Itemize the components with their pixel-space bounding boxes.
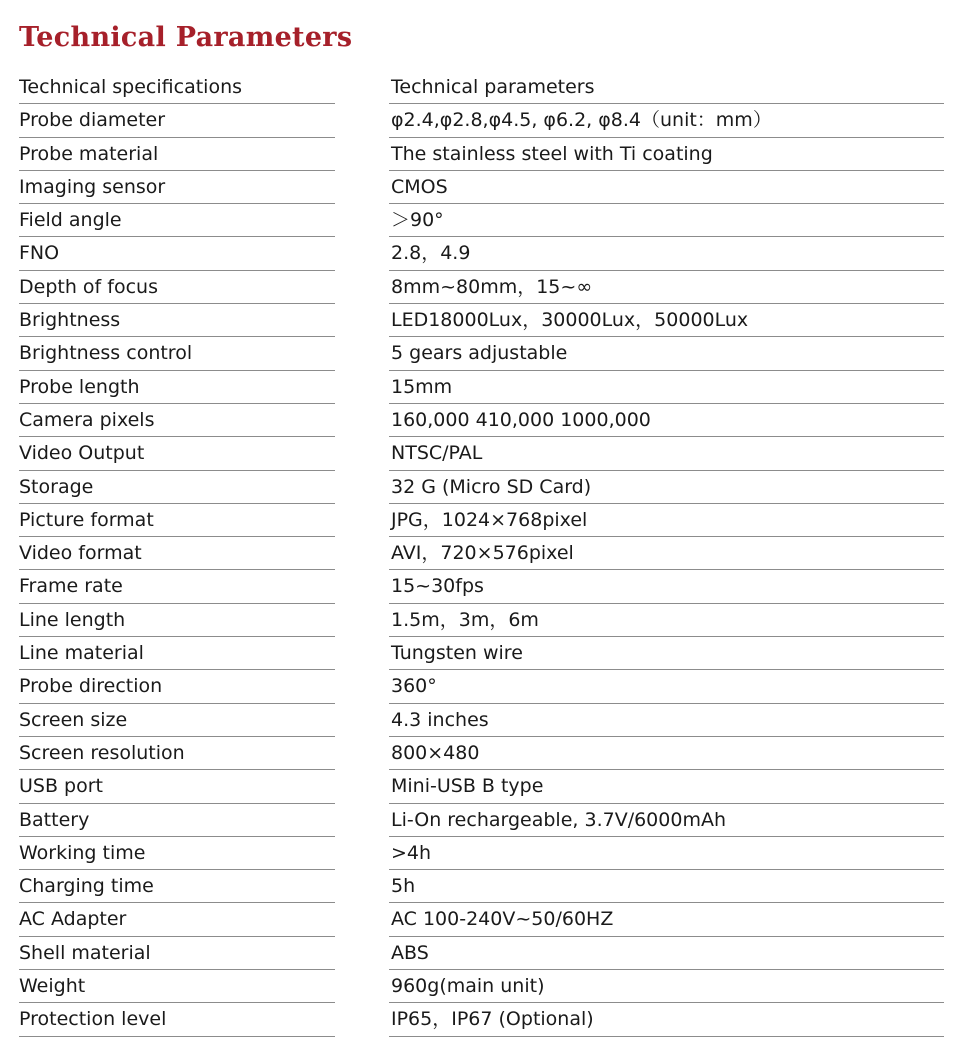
table-row <box>19 604 944 637</box>
spec-name: Brightness control <box>19 337 335 370</box>
table-row <box>19 504 944 537</box>
spec-name: Picture format <box>19 504 335 537</box>
spec-value: 160,000 410,000 1000,000 <box>389 404 944 437</box>
spec-name: Frame rate <box>19 570 335 603</box>
table-row <box>19 970 944 1003</box>
table-row <box>19 138 944 171</box>
spec-value: 32 G (Micro SD Card) <box>389 471 944 504</box>
table-row <box>19 937 944 970</box>
spec-name: AC Adapter <box>19 903 335 936</box>
spec-table <box>19 71 944 1037</box>
spec-value: NTSC/PAL <box>389 437 944 470</box>
table-row <box>19 537 944 570</box>
spec-value: 960g(main unit) <box>389 970 944 1003</box>
spec-name: Field angle <box>19 204 335 237</box>
header-spec-label: Technical specifications <box>19 71 335 104</box>
spec-name: Storage <box>19 471 335 504</box>
spec-name: Imaging sensor <box>19 171 335 204</box>
spec-name: Video format <box>19 537 335 570</box>
spec-name: Brightness <box>19 304 335 337</box>
header-value-label: Technical parameters <box>389 71 944 104</box>
spec-value: LED18000Lux，30000Lux，50000Lux <box>389 304 944 337</box>
spec-name: Probe direction <box>19 670 335 703</box>
spec-value: 4.3 inches <box>389 704 944 737</box>
spec-name: Screen resolution <box>19 737 335 770</box>
table-row <box>19 704 944 737</box>
spec-name: Probe length <box>19 371 335 404</box>
spec-name: Weight <box>19 970 335 1003</box>
spec-value: Li-On rechargeable, 3.7V/6000mAh <box>389 804 944 837</box>
spec-value: 1.5m，3m，6m <box>389 604 944 637</box>
spec-value: ABS <box>389 937 944 970</box>
table-row <box>19 670 944 703</box>
table-row <box>19 770 944 803</box>
spec-value: >4h <box>389 837 944 870</box>
table-row <box>19 404 944 437</box>
table-row <box>19 371 944 404</box>
spec-name: Protection level <box>19 1003 335 1036</box>
table-row <box>19 104 944 137</box>
spec-name: Video Output <box>19 437 335 470</box>
spec-name: Charging time <box>19 870 335 903</box>
table-row <box>19 237 944 270</box>
table-row <box>19 471 944 504</box>
spec-name: Battery <box>19 804 335 837</box>
table-row <box>19 870 944 903</box>
table-row <box>19 171 944 204</box>
table-body <box>19 104 944 1036</box>
table-row <box>19 337 944 370</box>
spec-value: 2.8，4.9 <box>389 237 944 270</box>
table-row <box>19 271 944 304</box>
spec-name: Working time <box>19 837 335 870</box>
spec-value: φ2.4,φ2.8,φ4.5, φ6.2, φ8.4（unit：mm） <box>389 104 944 137</box>
spec-value: IP65，IP67 (Optional) <box>389 1003 944 1036</box>
spec-value: CMOS <box>389 171 944 204</box>
table-row <box>19 804 944 837</box>
table-row <box>19 204 944 237</box>
spec-value: 15~30fps <box>389 570 944 603</box>
table-row <box>19 437 944 470</box>
spec-value: Mini-USB B type <box>389 770 944 803</box>
spec-name: Probe material <box>19 138 335 171</box>
table-row <box>19 837 944 870</box>
page-title: Technical Parameters <box>19 22 353 53</box>
spec-name: Line material <box>19 637 335 670</box>
table-row <box>19 304 944 337</box>
spec-value: 5h <box>389 870 944 903</box>
spec-name: Shell material <box>19 937 335 970</box>
spec-value: ＞90° <box>389 204 944 237</box>
spec-name: Depth of focus <box>19 271 335 304</box>
table-row <box>19 570 944 603</box>
spec-name: Camera pixels <box>19 404 335 437</box>
spec-name: USB port <box>19 770 335 803</box>
spec-value: 360° <box>389 670 944 703</box>
spec-name: Probe diameter <box>19 104 335 137</box>
table-row <box>19 637 944 670</box>
spec-value: JPG，1024×768pixel <box>389 504 944 537</box>
spec-value: AC 100-240V~50/60HZ <box>389 903 944 936</box>
spec-name: FNO <box>19 237 335 270</box>
spec-name: Screen size <box>19 704 335 737</box>
spec-value: Tungsten wire <box>389 637 944 670</box>
table-row <box>19 903 944 936</box>
spec-value: The stainless steel with Ti coating <box>389 138 944 171</box>
spec-name: Line length <box>19 604 335 637</box>
spec-value: AVI，720×576pixel <box>389 537 944 570</box>
spec-value: 800×480 <box>389 737 944 770</box>
table-row <box>19 1003 944 1036</box>
spec-value: 15mm <box>389 371 944 404</box>
spec-value: 8mm~80mm，15~∞ <box>389 271 944 304</box>
table-header-row <box>19 71 944 104</box>
table-row <box>19 737 944 770</box>
spec-value: 5 gears adjustable <box>389 337 944 370</box>
